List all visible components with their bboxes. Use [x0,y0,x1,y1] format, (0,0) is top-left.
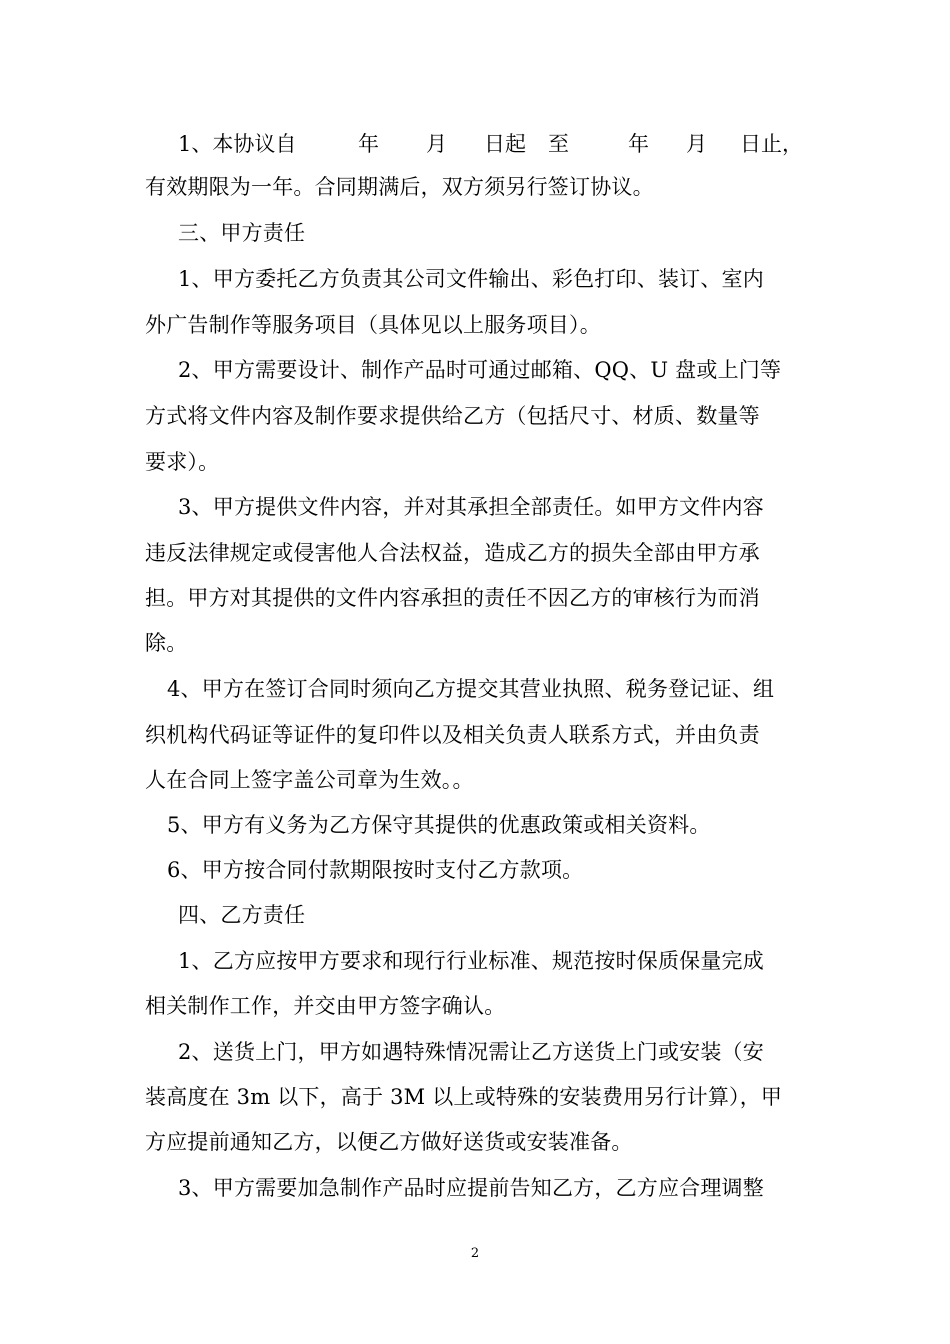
term-start-month: 月 [426,132,447,156]
paragraph-line: 外广告制作等服务项目（具体见以上服务项目）。 [145,313,601,337]
paragraph-line: 要求）。 [145,450,220,474]
paragraph-line: 1、乙方应按甲方要求和现行行业标准、规范按时保质保量完成 [178,949,764,973]
page-number: 2 [470,1246,480,1261]
paragraph-line: 3、甲方需要加急制作产品时应提前告知乙方，乙方应合理调整 [178,1176,764,1200]
term-intro: 1、本协议自 [178,132,297,156]
paragraph-line: 装高度在 3m 以下，高于 3M 以上或特殊的安装费用另行计算），甲 [145,1085,783,1109]
paragraph-line: 除。 [145,631,188,655]
term-end-year: 年 [628,132,649,156]
paragraph-line: 2、甲方需要设计、制作产品时可通过邮箱、QQ、U 盘或上门等 [178,358,782,382]
term-start-year: 年 [358,132,379,156]
paragraph-line: 违反法律规定或侵害他人合法权益，造成乙方的损失全部由甲方承 [145,541,760,565]
agreement-term-line [178,131,803,157]
paragraph-line: 担。甲方对其提供的文件内容承担的责任不因乙方的审核行为而消 [145,586,760,610]
paragraph-line: 相关制作工作，并交由甲方签字确认。 [145,994,506,1018]
paragraph-line: 4、甲方在签订合同时须向乙方提交其营业执照、税务登记证、组 [167,677,775,701]
section-heading: 三、甲方责任 [178,221,306,245]
paragraph-line: 1、甲方委托乙方负责其公司文件输出、彩色打印、装订、室内 [178,267,764,291]
paragraph-line: 5、甲方有义务为乙方保守其提供的优惠政策或相关资料。 [167,813,711,837]
paragraph-line: 有效期限为一年。合同期满后，双方须另行签订协议。 [145,175,654,199]
paragraph-line: 6、甲方按合同付款期限按时支付乙方款项。 [167,858,584,882]
section-heading: 四、乙方责任 [178,903,306,927]
term-start-day: 日起 [484,132,526,156]
paragraph-line: 织机构代码证等证件的复印件以及相关负责人联系方式，并由负责 [145,723,760,747]
term-to: 至 [548,132,569,156]
paragraph-line: 方式将文件内容及制作要求提供给乙方（包括尺寸、材质、数量等 [145,404,760,428]
paragraph-line: 人在合同上签字盖公司章为生效。。 [145,768,474,792]
paragraph-line: 方应提前通知乙方，以便乙方做好送货或安装准备。 [145,1130,633,1154]
paragraph-line: 3、甲方提供文件内容，并对其承担全部责任。如甲方文件内容 [178,495,764,519]
paragraph-line: 2、送货上门，甲方如遇特殊情况需让乙方送货上门或安装（安 [178,1040,764,1064]
term-end-day: 日止， [740,132,803,156]
term-end-month: 月 [686,132,707,156]
